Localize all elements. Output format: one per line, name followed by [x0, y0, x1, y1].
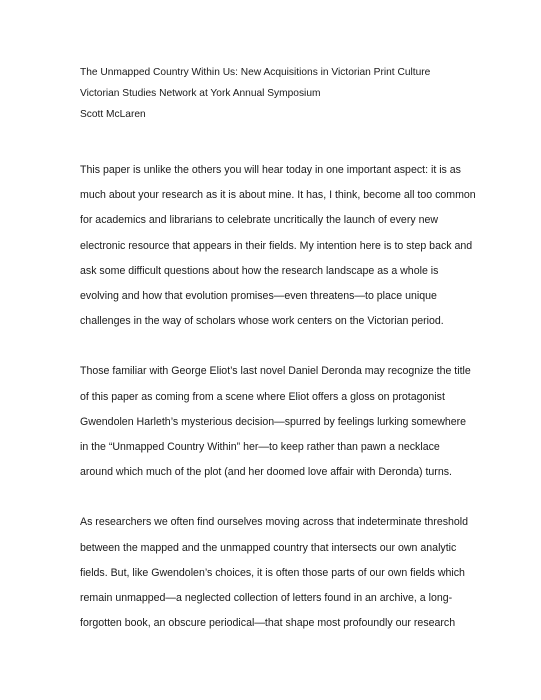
- paragraph-line: Those familiar with George Eliot’s last novel Daniel Deronda may recognize the title: [80, 365, 471, 378]
- paragraph-1: [80, 158, 476, 334]
- paragraph-line: much about your research as it is about mine. It has, I think, become all too common: [80, 189, 476, 202]
- paragraph-line: remain unmapped—a neglected collection of letters found in an archive, a long-: [80, 592, 453, 605]
- paragraph-line: for academics and librarians to celebrate uncritically the launch of every new: [80, 214, 439, 227]
- author-name: Scott McLaren: [80, 109, 146, 120]
- paragraph-line: fields. But, like Gwendolen’s choices, it is often those parts of our own fields which: [80, 566, 465, 579]
- paragraph-line: of this paper as coming from a scene where Eliot offers a gloss on protagonist: [80, 390, 445, 403]
- paragraph-2: [80, 359, 470, 485]
- event-name: Victorian Studies Network at York Annual Symposium: [80, 88, 321, 99]
- document-body: [80, 158, 476, 661]
- paragraph-line: around which much of the plot (and her doomed love affair with Deronda) turns.: [80, 466, 452, 479]
- paragraph-line: evolving and how that evolution promises—even threatens—to place unique: [80, 290, 437, 303]
- paragraph-line: electronic resource that appears in their fields. My intention here is to step back and: [80, 239, 473, 252]
- paragraph-line: forgotten book, an obscure periodical—that shape most profoundly our research: [80, 617, 456, 630]
- paragraph-line: This paper is unlike the others you will hear today in one important aspect: it is as: [80, 164, 461, 176]
- paragraph-3: [80, 510, 470, 636]
- paragraph-line: As researchers we often find ourselves moving across that indeterminate threshold: [80, 516, 469, 529]
- paragraph-line: in the “Unmapped Country Within” her—to keep rather than pawn a necklace: [80, 441, 440, 454]
- paragraph-line: Gwendolen Harleth’s mysterious decision—spurred by feelings lurking somewhere: [80, 415, 467, 428]
- paragraph-line: challenges in the way of scholars whose work centers on the Victorian period.: [80, 315, 444, 328]
- document-header: [80, 62, 480, 125]
- paragraph-line: between the mapped and the unmapped country that intersects our own analytic: [80, 541, 457, 554]
- paper-title: The Unmapped Country Within Us: New Acquisitions in Victorian Print Culture: [80, 67, 431, 78]
- paragraph-line: ask some difficult questions about how the research landscape as a whole is: [80, 264, 439, 277]
